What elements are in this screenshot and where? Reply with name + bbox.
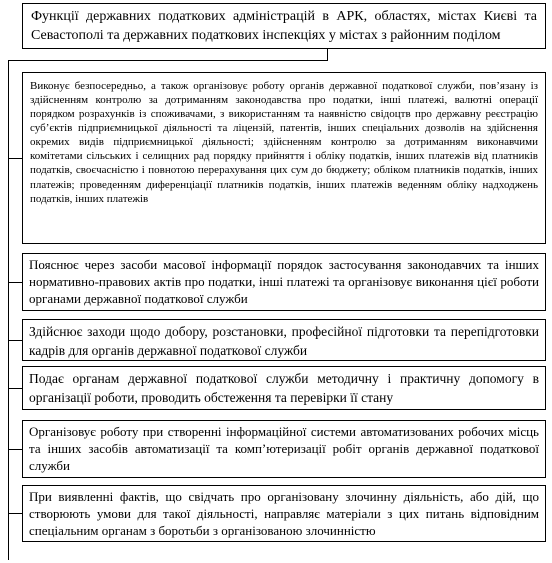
function-text: Організовує роботу при створенні інформаційної системи автоматизованих робочих місць та інших засобів автоматизації та комп’ютеризації робіт органів державної податкової служби [29,424,539,473]
connector-line-4 [8,388,22,389]
function-box-organized-crime [22,485,546,542]
function-box-methodical-help [22,366,546,410]
diagram-spine-line [8,60,9,560]
function-text: Пояснює через засоби масової інформації порядок застосування законодавчих та інших нормативно-правових актів про податки, інші платежі та організовує виконання цієї роботи органами державної податкової служби [29,257,539,306]
function-text: Здійснює заходи щодо добору, розстановки, професійної підготовки та перепідготовки кадрів для органів державної податкової служби [29,324,539,358]
connector-line-1 [8,158,22,159]
connector-line-2 [8,282,22,283]
function-text: Подає органам державної податкової служби методичну і практичну допомогу в організації роботи, проводить обстеження та перевірки її стану [29,371,539,405]
header-connector-horizontal [8,60,328,61]
connector-line-5 [8,449,22,450]
function-box-personnel [22,319,546,361]
function-box-automation [22,420,546,478]
diagram-title-text: Функції державних податкових адміністрацій в АРК, областях, містах Києві та Севастополі та державних податкових інспекціях у містах з районним поділом [31,9,537,43]
function-text: При виявленні фактів, що свідчать про організовану злочинну діяльність, або дій, що створюють умови для такої діяльності, направляє матеріали з цих питань відповідним спеціальним органам з боротьби з організованою злочинністю [29,489,539,538]
function-text: Виконує безпосередньо, а також організовує роботу органів державної податкової служби, пов’язану із здійсненням контролю за дотриманням законодавства про податки, інші платежі, валютні операції порядком розрахунків із споживачами, з використанням та наявністю свідоцтв про державну реєстрацію суб’єктів підприємницької діяльності та ліцензій, патентів, інших спеціальних дозволів на здійснення окремих видів підприємницької діяльності; здійсненням контролю за дотриманням виконавчими комітетами сільських і селищних рад порядку прийняття і обліку податків, інших платежів від платників податків, своєчасністю і повнотою перерахування цих сум до бюджету; обліком платників податків, інших платежів; проведенням диференціації платників податків, інших платежів веденням обліку надходжень податків, інших платежів [30,80,538,205]
function-box-media [22,253,546,311]
connector-line-3 [8,340,22,341]
connector-line-6 [8,513,22,514]
diagram-title-box [22,3,546,49]
function-box-control [22,72,546,244]
